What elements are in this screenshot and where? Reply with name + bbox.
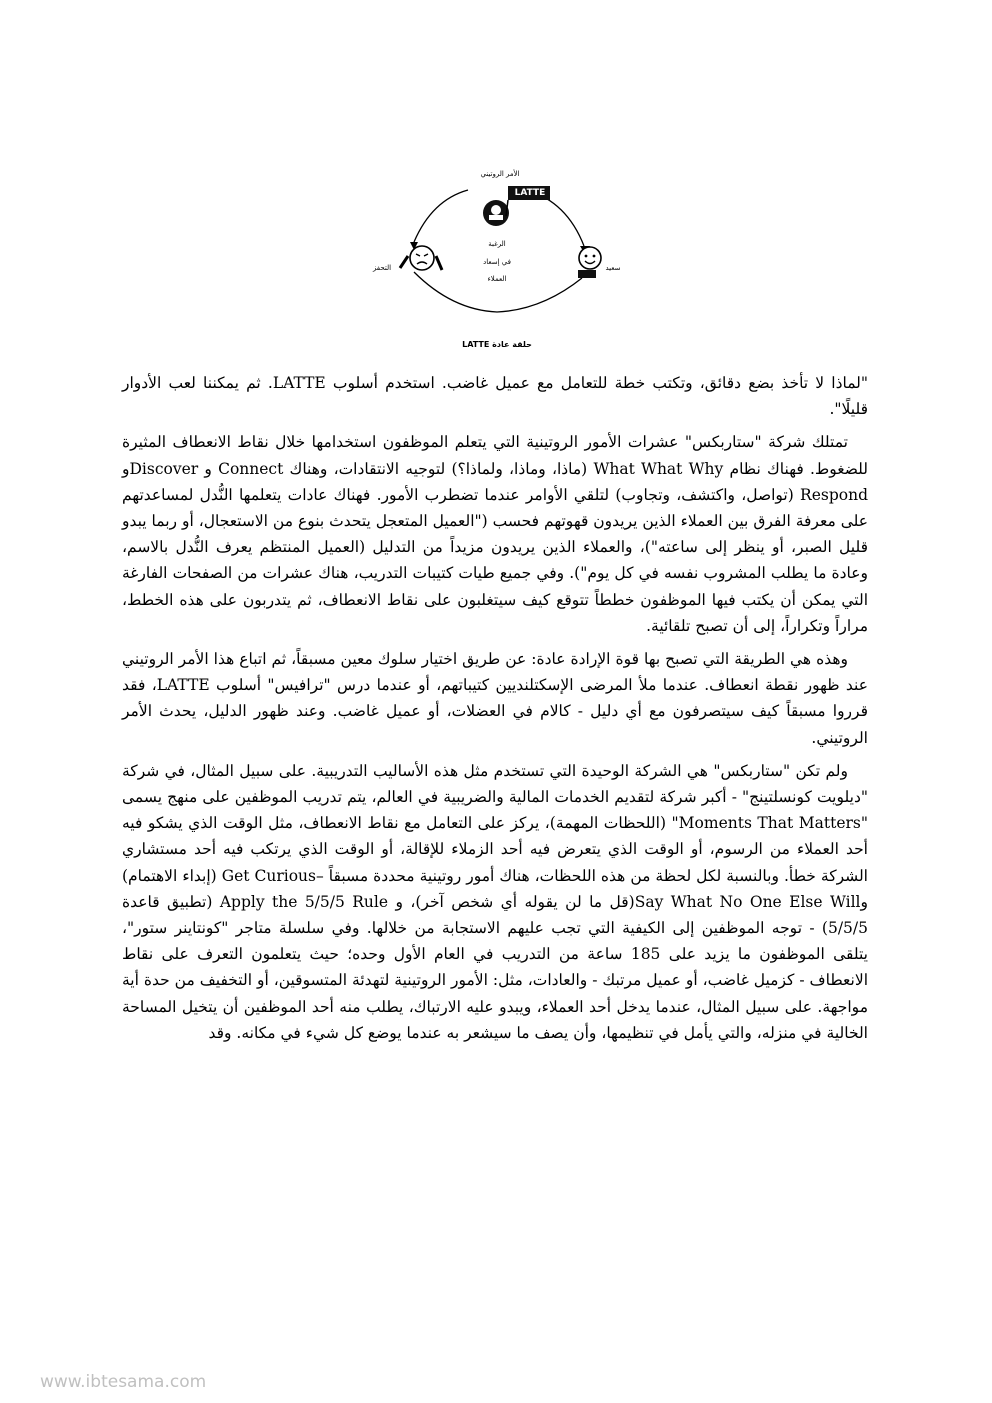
paragraph-2: تمتلك شركة "ستاربكس" عشرات الأمور الروتينية التي يتعلم الموظفون استخدامها خلال نقاط الانعطاف المثيرة للضغوط. فهناك نظام What What Why (ماذا، وماذا، ولماذا؟) لتوجيه الانتقادات، وهناك Connect و Discoverو Respond (تواصل، واكتشف، وتجاوب) لتلقي الأوامر عندما تضطرب الأمور. فهناك عادات يتعلمها النُّدل لمساعدتهم على معرفة الفرق بين العملاء الذين يريدون قهوتهم فحسب ("العميل المتعجل يتحدث بنوع من الاستعجال، أو ربما يبدو قليل الصبر، أو ينظر إلى ساعته")، والعملاء الذين يريدون مزيداً من التدليل (العميل المنتظم يعرف النُّدل بالاسم، وعادة ما يطلب المشروب نفسه في كل يوم"). وفي جميع طيات كتيبات التدريب، هناك عشرات من الصفحات الفارغة التي يمكن أن يكتب فيها الموظفون خططاً تتوقع كيف سيتغلبون على نقاط الانعطاف، ثم يتدربون على هذه الخطط، مراراً وتكراراً، إلى أن تصبح تلقائية. [122,433,868,635]
happy-customer-icon [578,247,601,278]
site-watermark: www.ibtesama.com [40,1372,207,1392]
diagram-caption: حلقة عادة LATTE [462,340,532,349]
paragraph-4: ولم تكن "ستاربكس" هي الشركة الوحيدة التي تستخدم مثل هذه الأساليب التدريبية. على سبيل المثال، في شركة "ديلويت كونسلتينج" - أكبر شركة لتقديم الخدمات المالية والضريبية في العالم، يتم تدريب الموظفين على منهج يسمى "Moments That Matters" (اللحظات المهمة)، يركز على التعامل مع نقاط الانعطاف، مثل الوقت الذي يشكو فيه أحد العملاء من الرسوم، أو الوقت الذي يتعرض فيه أحد الزملاء للإقالة، أو الوقت الذي يرتكب فيه أحد مستشاري الشركة خطأ. وبالنسبة لكل لحظة من هذه اللحظات، هناك أمور روتينية محددة مسبقاً –Get Curious (إبداء الاهتمام) وSay What No One Else Will(قل ما لن يقوله أي شخص آخر)، و Apply the 5/5/5 Rule (تطبيق قاعدة 5/5/5) - توجه الموظفين إلى الكيفية التي تجب عليهم الاستجابة من خلالها. وفي سلسلة متاجر "كونتاينر ستور"، يتلقى الموظفون ما يزيد على 185 ساعة من التدريب في العام الأول وحده؛ حيث يتعلمون التعرف على نقاط الانعطاف - كزميل غاضب، أو عميل مرتبك - والعادات، مثل: الأمور الروتينية لتهدئة المتسوقين، أو التخفيف من حدة أية مواجهة. على سبيل المثال، عندما يدخل أحد العملاء، ويبدو عليه الارتباك، يطلب منه أحد الموظفين أن يتخيل المساحة الخالية في منزله، والتي يأمل في تنظيمها، وأن يصف ما سيشعر به عندما يوضع كل شيء في مكانه. وقد [122,761,868,1042]
loop-arc-top-left [414,190,468,242]
diagram-label-craving-3: العملاء [487,275,507,283]
diagram-latte-sign: LATTE [514,188,546,198]
diagram-label-routine: الأمر الروتيني [480,170,520,178]
angry-customer-icon [400,246,442,270]
diagram-label-craving-2: في إسعاد [483,258,511,266]
latte-habit-loop-diagram [372,160,622,355]
paragraph-1: "لماذا لا تأخذ بضع دقائق، وتكتب خطة للتعامل مع عميل غاضب. استخدم أسلوب LATTE. ثم يمكننا لعب الأدوار قليلًا". [122,374,869,419]
paragraph-3: وهذه هي الطريقة التي تصبح بها قوة الإرادة عادة: عن طريق اختيار سلوك معين مسبقاً، ثم اتباع هذا الأمر الروتيني عند ظهور نقطة انعطاف. عندما ملأ المرضى الإسكتلنديين كتيباتهم، أو عندما درس "ترافيس" أسلوب LATTE، فقد قرروا مسبقاً كيف سيتصرفون مع أي دليل - كالام في العضلات، أو عميل غاضب. وعند ظهور الدليل، يحدث الأمر الروتيني. [122,650,868,747]
diagram-label-reward: سعيد [605,264,621,272]
diagram-label-trigger: التحفز [372,264,392,272]
barista-cup-icon [483,200,509,226]
article-body [122,370,868,1053]
diagram-label-craving-1: الرغبة [488,240,506,248]
